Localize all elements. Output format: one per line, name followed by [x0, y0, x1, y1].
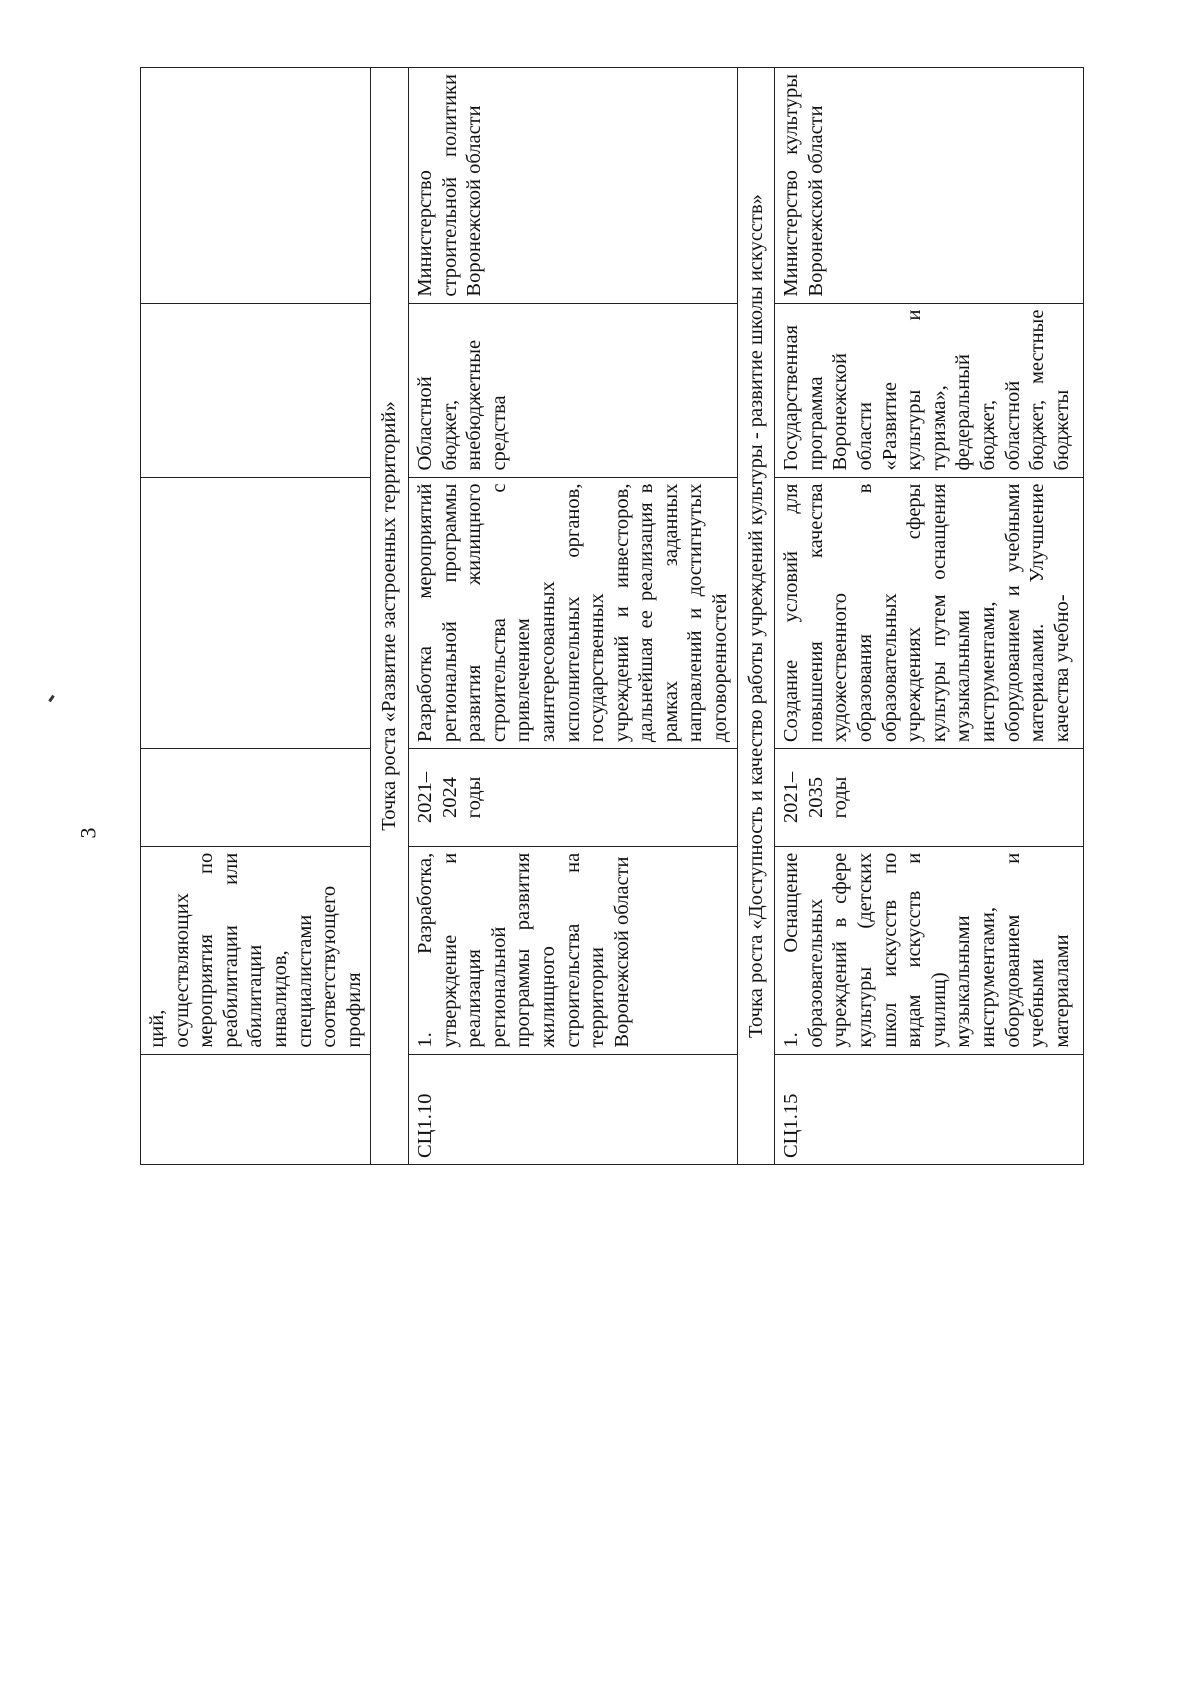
cell-measure: 1. Разработка, утверждение и реализация региональной программы развития жилищного строительства на территории Воронежской области [408, 846, 737, 1054]
cell-period: 2021–2024 годы [408, 749, 737, 847]
rotated-table-container [140, 67, 1084, 1165]
table-row [408, 68, 737, 1165]
cell-measure: 1. Оснащение образовательных учреждений в сфере культуры (детских школ искусств по видам искусств и училищ) музыкальными инструментами, оборудованием и учебными материалами [775, 846, 1084, 1054]
cell-description [141, 477, 371, 749]
cell-code: СЦ1.10 [408, 1054, 737, 1164]
cell-responsible: Министерство строительной политики Воронежской области [408, 68, 737, 304]
cell-responsible: Министерство культуры Воронежской области [775, 68, 1084, 304]
table-row-continuation [141, 68, 371, 1165]
section-header-row [371, 68, 409, 1165]
scan-artifact-mark [48, 695, 54, 702]
cell-period: 2021–2035 годы [775, 749, 1084, 847]
cell-responsible [141, 68, 371, 304]
table-row [775, 68, 1084, 1165]
section-header-row [737, 68, 775, 1165]
cell-description: Разработка мероприятий региональной программы развития жилищного строительства с привлечением заинтересованных исполнительных органов, государственных учреждений и инвесторов, дальнейшая ее реализация в рамках заданных направлений и достигнутых договоренностей [408, 477, 737, 749]
cell-source: Государственная программа Воронежской области «Развитие культуры и туризма», федеральный бюджет, областной бюджет, местные бюджеты [775, 303, 1084, 477]
section-title: Точка роста «Развитие застроенных территорий» [371, 68, 409, 1165]
cell-source: Областной бюджет, внебюджетные средства [408, 303, 737, 477]
cell-period [141, 749, 371, 847]
cell-source [141, 303, 371, 477]
cell-code [141, 1054, 371, 1164]
cell-code: СЦ1.15 [775, 1054, 1084, 1164]
cell-measure: ций, осуществляющих мероприятия по реабилитации или абилитации инвалидов, специалистами соответствующего профиля [141, 846, 371, 1054]
measures-table [140, 67, 1084, 1165]
page-number: 3 [75, 827, 101, 839]
cell-description: Создание условий для повышения качества художественного образования в образовательных учреждениях сферы культуры путем оснащения музыкальными инструментами, оборудованием и учебными материалами. Улучшение качества учебно- [775, 477, 1084, 749]
section-title: Точка роста «Доступность и качество работы учреждений культуры - развитие школы искусств» [737, 68, 775, 1165]
